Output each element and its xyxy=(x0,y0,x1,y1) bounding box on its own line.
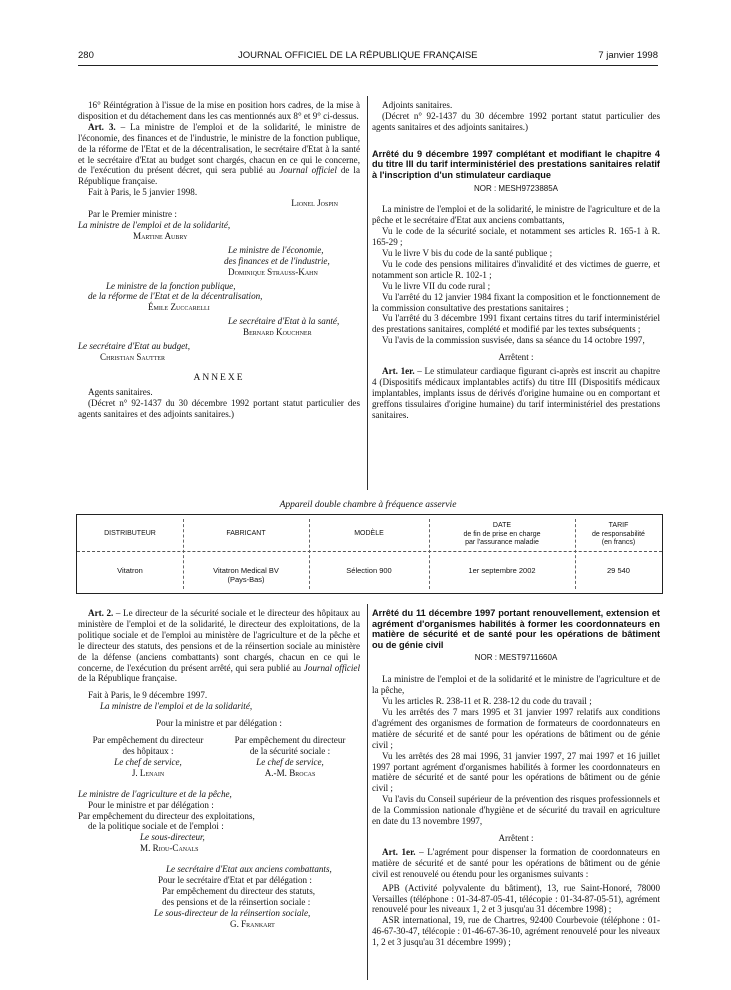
header-distributeur: DISTRIBUTEUR xyxy=(104,530,156,537)
visa-1: Vu le code de la sécurité sociale, et notamment ses articles R. 165-1 à R. 165-29 ; xyxy=(372,226,660,248)
signature-date: Fait à Paris, le 5 janvier 1998. xyxy=(88,187,198,198)
cell-distributeur: Vitatron xyxy=(117,566,143,575)
signature-prime-minister: Lionel Jospin xyxy=(291,198,338,209)
article-3: Art. 3. – La ministre de l'emploi et de la solidarité, le ministre de l'économie, des finances et de l'industrie, le ministre de la fonction publique, de la réforme de l'Etat et de la décentralisation, le secrétaire d'Etat à la santé et le secrétaire d'Etat au budget sont chargés, chacun en ce qui le concerne, de l'exécution du présent décret, qui sera publié au Journal officiel de la République française. xyxy=(78,121,361,187)
running-header xyxy=(78,50,658,64)
agents-sanitaires: Agents sanitaires. xyxy=(88,386,153,397)
article-3-label: Art. 3. xyxy=(88,121,116,132)
visa-2: Vu le livre V bis du code de la santé publique ; xyxy=(382,248,553,259)
journal-title: JOURNAL OFFICIEL DE LA RÉPUBLIQUE FRANÇAISE xyxy=(238,50,478,61)
signature-frankart: G. Frankart xyxy=(230,918,275,929)
minister-agriculture-title: Le ministre de l'agriculture et de la pêche, xyxy=(78,788,232,799)
top-left-column xyxy=(78,100,360,419)
bottom-left-column xyxy=(78,608,360,930)
empechement-exploitations-2: de la politique sociale et de l'emploi : xyxy=(88,821,224,832)
header-date: DATE de fin de prise en charge par l'assurance maladie xyxy=(463,522,541,546)
decret-reference-right: (Décret n° 92-1437 du 30 décembre 1992 portant statut particulier des agents sanitaires et des adjoints sanitaires.) xyxy=(372,110,660,132)
minister-emploi-title: La ministre de l'emploi et de la solidarité, xyxy=(78,219,231,230)
signature-brocas: A.-M. Brocas xyxy=(264,767,316,778)
arretent-2: Arrêtent : xyxy=(498,832,534,843)
article-2-label: Art. 2. xyxy=(88,608,114,618)
minister-economie-title-2: des finances et de l'industrie, xyxy=(224,255,330,266)
signature-aubry: Martine Aubry xyxy=(133,230,188,241)
pour-la-ministre: Pour la ministre et par délégation : xyxy=(156,718,282,729)
secretary-budget-title: Le secrétaire d'Etat au budget, xyxy=(78,341,190,352)
signature-block-hopitaux: Par empêchement du directeur des hôpitaux : Le chef de service, J. Lenain xyxy=(78,735,218,779)
empechement-statuts-1: Par empêchement du directeur des statuts, xyxy=(162,885,316,896)
visa-2-3: Vu les arrêtés des 28 mai 1996, 31 janvier 1997, 27 mai 1997 et 16 juillet 1997 portant agrément d'organismes habilités à former les coordonnateurs en matière de sécurité et de santé pour les opérations de bâtiment ou de génie civil ; xyxy=(372,750,660,794)
visa-2-4: Vu l'avis du Conseil supérieur de la prévention des risques professionnels et de la Commission nationale d'hygiène et de sécurité du travail en agriculture en date du 13 novembre 1997, xyxy=(372,794,660,827)
empechement-statuts-2: des pensions et de la réinsertion sociale : xyxy=(162,896,311,907)
visa-4: Vu le livre VII du code rural ; xyxy=(382,280,491,291)
pour-le-secretaire: Pour le secrétaire d'Etat et par délégation : xyxy=(158,875,312,886)
signature-date-2: Fait à Paris, le 9 décembre 1997. xyxy=(88,690,208,701)
signature-lenain: J. Lenain xyxy=(131,767,165,778)
stimulateur-table xyxy=(76,514,663,594)
column-divider-top xyxy=(367,96,368,490)
table-caption: Appareil double chambre à fréquence asservie xyxy=(279,500,457,510)
signature-sautter: Christian Sautter xyxy=(100,351,166,362)
nor-reference-2: NOR : MEST9711660A xyxy=(474,653,558,663)
par-premier-ministre: Par le Premier ministre : xyxy=(88,209,177,220)
visa-6: Vu l'arrêté du 3 décembre 1991 fixant certains titres du tarif interministériel des prestations sanitaires, complété et modifié par les textes subséquents ; xyxy=(372,313,660,335)
header-tarif: TARIF de responsabilité (en francs) xyxy=(592,522,645,546)
table-header-rule xyxy=(77,551,662,552)
article-1-label: Art. 1er. xyxy=(382,366,415,377)
arrete-1-intro: La ministre de l'emploi et de la solidarité, le ministre de l'agriculture et de la pêche et le secrétaire d'Etat aux anciens combattants, xyxy=(372,204,660,226)
bottom-right-column xyxy=(372,608,660,948)
issue-date: 7 janvier 1998 xyxy=(598,50,658,61)
annexe-heading: ANNEXE xyxy=(193,372,245,383)
cell-fabricant: Vitatron Medical BV (Pays-Bas) xyxy=(213,566,279,584)
visa-7: Vu l'avis de la commission susvisée, dans sa séance du 14 octobre 1997, xyxy=(382,335,645,346)
nor-reference-1: NOR : MESH9723885A xyxy=(473,183,559,193)
secretary-sante-title: Le secrétaire d'Etat à la santé, xyxy=(228,316,340,327)
paragraph-16: 16° Réintégration à l'issue de la mise en position hors cadres, de la mise à disposition et du détachement dans les cas mentionnés aux 8° et 9° ci-dessus. xyxy=(78,100,360,121)
arretent-1: Arrêtent : xyxy=(498,352,534,363)
arrete-9-decembre-title: Arrêté du 9 décembre 1997 complétant et modifiant le chapitre 4 du titre III du tarif interministériel des prestations sanitaires relatif à l'inscription d'un stimulateur cardiaque xyxy=(372,148,660,180)
minister-fonction-publique-1: Le ministre de la fonction publique, xyxy=(106,280,236,291)
column-divider-bottom xyxy=(367,604,368,980)
top-right-column xyxy=(372,100,660,421)
sous-directeur-title: Le sous-directeur, xyxy=(140,832,205,843)
decret-reference-left: (Décret n° 92-1437 du 30 décembre 1992 portant statut particulier des agents sanitaires et des adjoints sanitaires.) xyxy=(78,397,360,419)
header-modele: MODÈLE xyxy=(354,530,384,537)
cell-modele: Sélection 900 xyxy=(346,566,392,575)
article-2: Art. 2. – Le directeur de la sécurité sociale et le directeur des hôpitaux au ministère de l'emploi et de la solidarité, le directeur des exploitations, de la politique sociale et de l'emploi au ministère de l'agriculture et de la pêche et le directeur des statuts, des pensions et de la réinsertion sociale au ministère de la défense (anciens combattants) sont chargés, chacun en ce qui le concerne, de l'exécution du présent arrêté, qui sera publié au Journal officiel de la République française. xyxy=(78,608,361,684)
empechement-exploitations-1: Par empêchement du directeur des exploitations, xyxy=(78,810,255,821)
header-fabricant: FABRICANT xyxy=(226,530,266,537)
arrete-2-intro: La ministre de l'emploi et de la solidarité et le ministre de l'agriculture et de la pêche, xyxy=(372,674,660,696)
signature-block-securite-sociale: Par empêchement du directeur de la sécurité sociale : Le chef de service, A.-M. Brocas xyxy=(220,735,360,779)
signature-zuccarelli: Émile Zuccarelli xyxy=(148,302,210,313)
minister-economie-title-1: Le ministre de l'économie, xyxy=(228,244,324,255)
visa-3: Vu le code des pensions militaires d'invalidité et des victimes de guerre, et notamment son article R. 102-1 ; xyxy=(372,258,660,280)
header-rule xyxy=(78,65,658,66)
signature-riou-canals: M. Riou-Canals xyxy=(140,843,199,854)
signature-strauss-kahn: Dominique Strauss-Kahn xyxy=(228,266,318,277)
minister-emploi-title-2: La ministre de l'emploi et de la solidarité, xyxy=(100,701,253,712)
signature-kouchner: Bernard Kouchner xyxy=(243,327,312,338)
delegation-signatures xyxy=(78,735,360,779)
article-1-stimulateur: Art. 1er. – Le stimulateur cardiaque figurant ci-après est inscrit au chapitre 4 (Dispositifs médicaux implantables actifs) du titre III (Dispositifs médicaux implantables, implants issus de dérivés d'origine humaine ou en comportant et greffons tissulaires d'origine humaine) du tarif interministériel des prestations sanitaires. xyxy=(372,366,660,420)
cell-date: 1er septembre 2002 xyxy=(468,566,536,575)
cell-tarif: 29 540 xyxy=(607,566,630,575)
page-number: 280 xyxy=(78,50,94,61)
visa-2-2: Vu les arrêtés des 7 mars 1995 et 31 janvier 1997 relatifs aux conditions d'agrément des organismes de formation de formateurs de coordonnateurs en matière de sécurité et de santé pour les opérations de bâtiment ou de génie civil ; xyxy=(372,707,660,750)
article-1-agrement: Art. 1er. – L'agrément pour dispenser la formation de coordonnateurs en matière de sécurité et de santé pour les opérations de bâtiment ou de génie civil est renouvelé ou étendu pour les organismes suivants : xyxy=(372,846,660,879)
pour-le-ministre: Pour le ministre et par délégation : xyxy=(88,799,214,810)
sous-directeur-reinsertion: Le sous-directeur de la réinsertion sociale, xyxy=(154,907,311,918)
minister-fonction-publique-2: de la réforme de l'Etat et de la décentralisation, xyxy=(88,291,263,302)
article-1-agrement-label: Art. 1er. xyxy=(382,846,416,857)
secretary-anciens-combattants: Le secrétaire d'Etat aux anciens combattants, xyxy=(166,864,332,875)
organisme-asr: ASR international, 19, rue de Chartres, 92400 Courbevoie (téléphone : 01-46-67-30-47, télécopie : 01-46-67-36-10, agrément renouvelé pour les niveaux 1, 2 et 3 jusqu'au 31 décembre 1999) ; xyxy=(372,915,660,948)
organisme-apb: APB (Activité polyvalente du bâtiment), 13, rue Saint-Honoré, 78000 Versailles (téléphone : 01-34-87-05-41, télécopie : 01-34-87-05-51), agrément renouvelé pour les niveaux 1, 2 et 3 jusqu'au 31 décembre 1998) ; xyxy=(372,882,660,915)
adjoints-sanitaires: Adjoints sanitaires. xyxy=(382,100,453,110)
visa-5: Vu l'arrêté du 12 janvier 1984 fixant la composition et le fonctionnement de la commission consultative des prestations sanitaires ; xyxy=(372,291,660,313)
arrete-11-decembre-title: Arrêté du 11 décembre 1997 portant renouvellement, extension et agrément d'organismes habilités à former les coordonnateurs en matière de sécurité et de santé pour les opérations de bâtiment ou de génie civil xyxy=(372,608,660,650)
visa-2-1: Vu les articles R. 238-11 et R. 238-12 du code du travail ; xyxy=(382,696,592,707)
